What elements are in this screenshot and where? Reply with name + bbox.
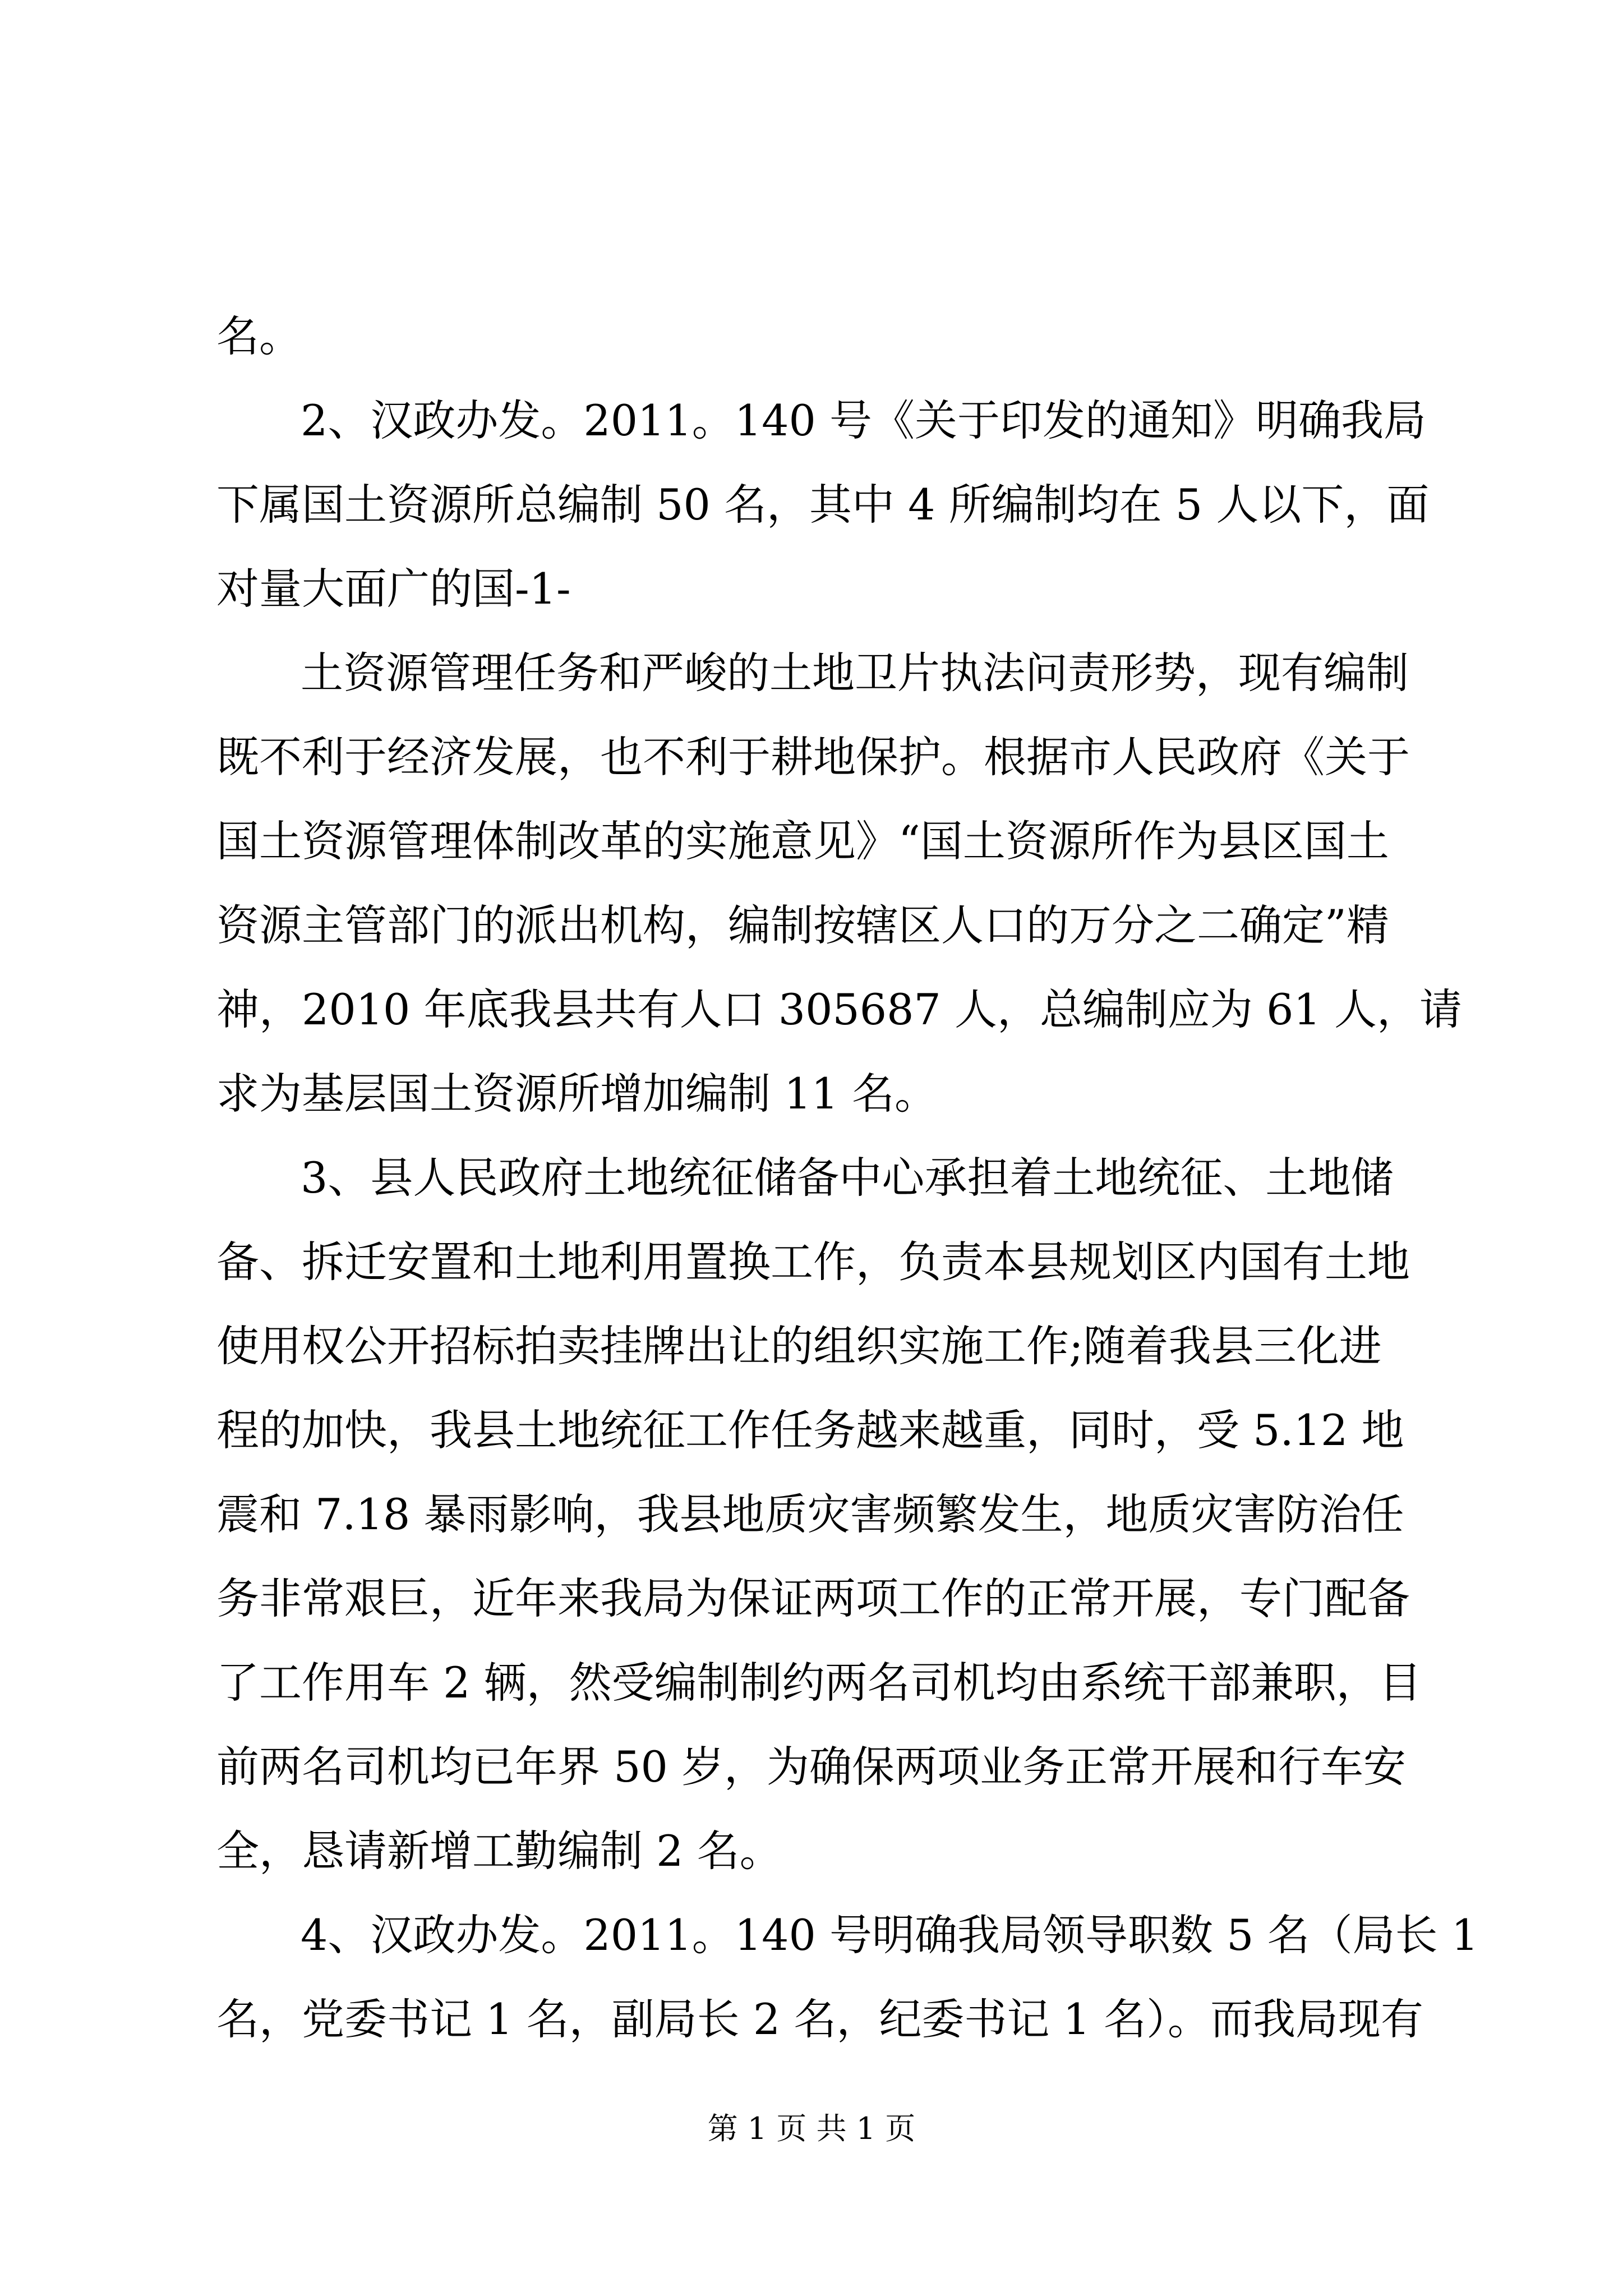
text-line: 震和 7.18 暴雨影响，我县地质灾害频繁发生，地质灾害防治任: [216, 1489, 1404, 1539]
text-line: 名，党委书记 1 名，副局长 2 名，纪委书记 1 名）。而我局现有: [216, 1994, 1424, 2044]
text-line: 4、汉政办发。2011。140 号明确我局领导职数 5 名（局长 1: [301, 1910, 1479, 1960]
text-line: 2、汉政办发。2011。140 号《关于印发的通知》明确我局: [301, 395, 1426, 445]
text-line: 资源主管部门的派出机构，编制按辖区人口的万分之二确定”精: [216, 900, 1389, 950]
page-footer: 第 1 页 共 1 页: [707, 2111, 916, 2146]
text-line: 程的加快，我县土地统征工作任务越来越重，同时，受 5.12 地: [216, 1405, 1404, 1455]
text-line: 前两名司机均已年界 50 岁，为确保两项业务正常开展和行车安: [216, 1742, 1407, 1792]
text-line: 神，2010 年底我县共有人口 305687 人，总编制应为 61 人，请: [216, 984, 1463, 1034]
text-line: 求为基层国土资源所增加编制 11 名。: [216, 1069, 938, 1119]
text-line: 既不利于经济发展，也不利于耕地保护。根据市人民政府《关于: [216, 732, 1410, 782]
text-line: 使用权公开招标拍卖挂牌出让的组织实施工作;随着我县三化进: [216, 1321, 1382, 1371]
text-line: 全，恳请新增工勤编制 2 名。: [216, 1826, 782, 1876]
text-line: 对量大面广的国-1-: [216, 564, 571, 614]
text-line: 国土资源管理体制改革的实施意见》“国土资源所作为县区国土: [216, 816, 1389, 866]
text-line: 土资源管理任务和严峻的土地卫片执法问责形势，现有编制: [301, 648, 1409, 698]
text-line: 下属国土资源所总编制 50 名，其中 4 所编制均在 5 人以下，面: [216, 480, 1430, 530]
text-line: 务非常艰巨，近年来我局为保证两项工作的正常开展，专门配备: [216, 1573, 1410, 1623]
text-line: 备、拆迁安置和土地利用置换工作，负责本县规划区内国有土地: [216, 1237, 1410, 1287]
text-line: 名。: [216, 311, 302, 361]
text-line: 3、县人民政府土地统征储备中心承担着土地统征、土地储: [301, 1153, 1394, 1203]
text-line: 了工作用车 2 辆，然受编制制约两名司机均由系统干部兼职，目: [216, 1658, 1422, 1708]
